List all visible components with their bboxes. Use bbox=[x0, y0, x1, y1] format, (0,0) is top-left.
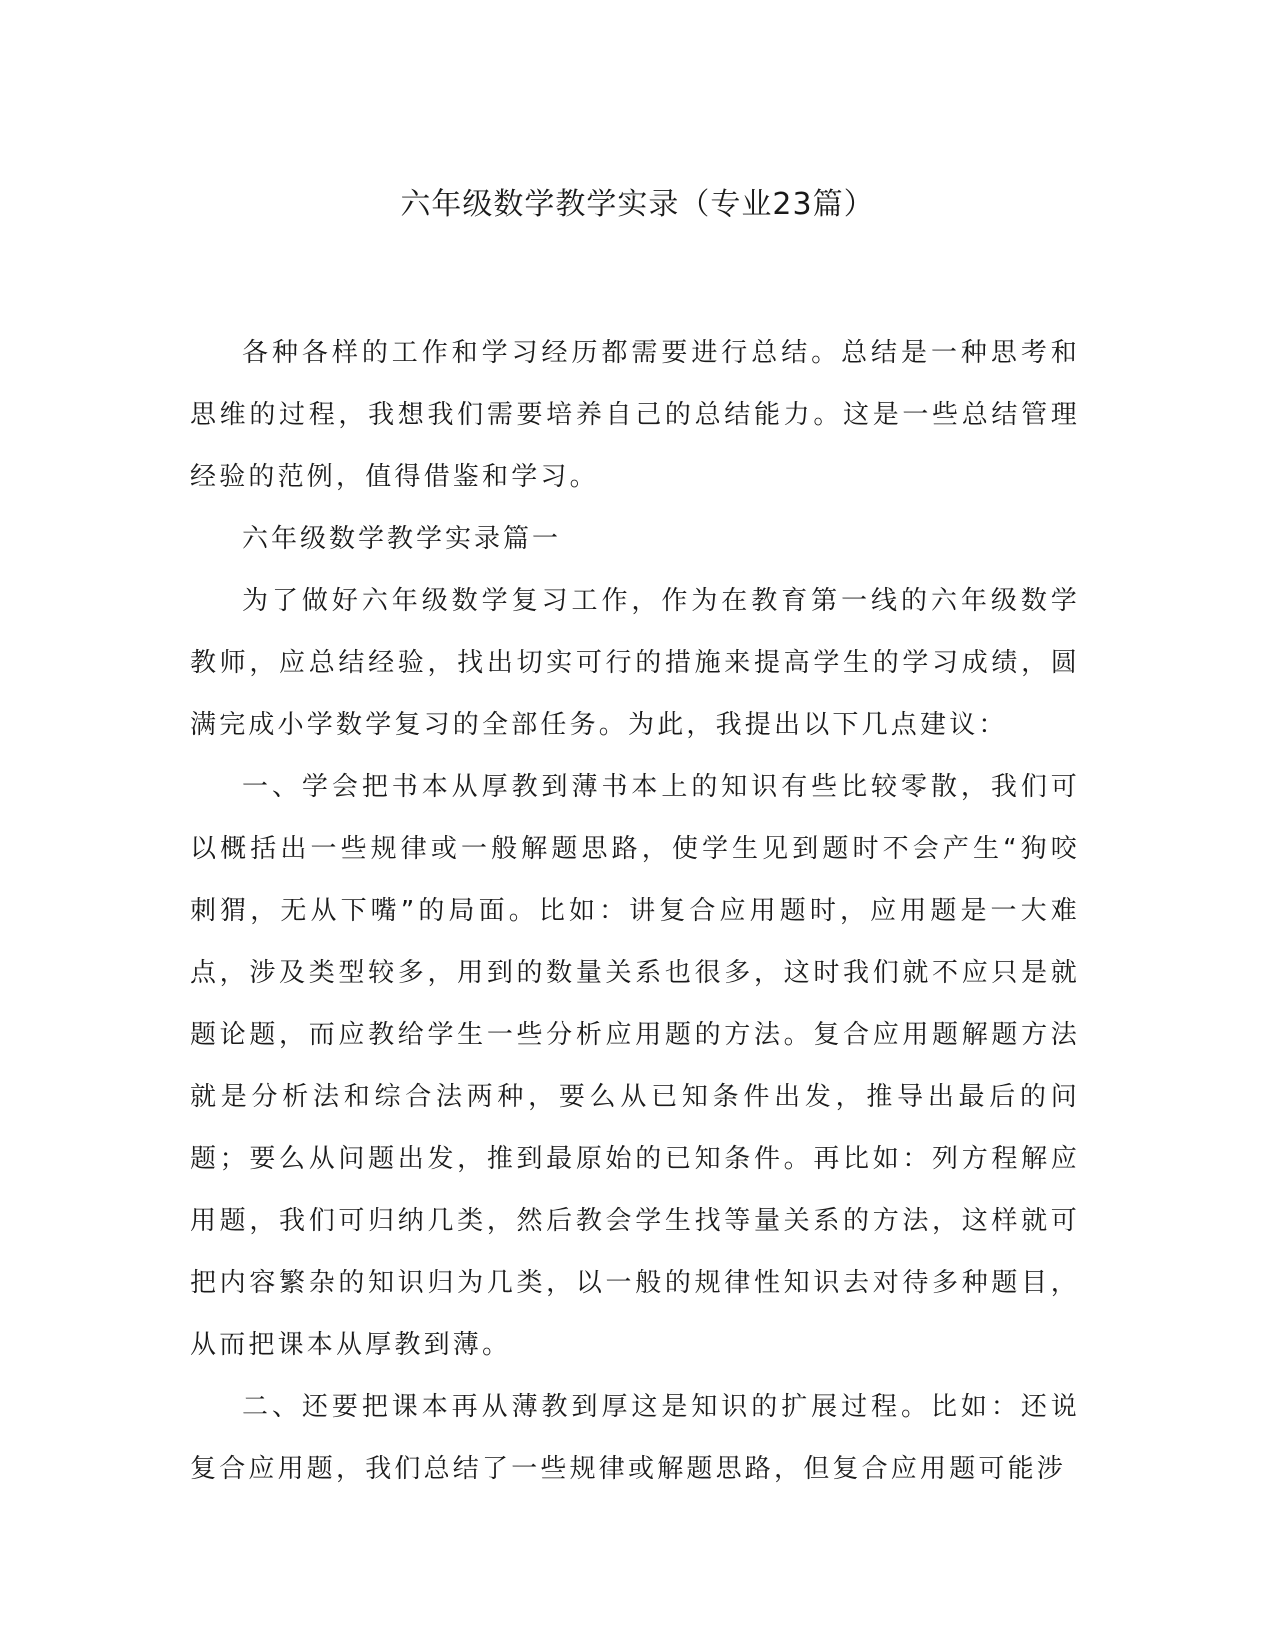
body-paragraph: 二、还要把课本再从薄教到厚这是知识的扩展过程。比如：还说复合应用题，我们总结了一些规律或解题思路，但复合应用题可能涉 bbox=[190, 1392, 1080, 1484]
document-title: 六年级数学教学实录（专业23篇） bbox=[400, 187, 875, 222]
intro-paragraph: 各种各样的工作和学习经历都需要进行总结。总结是一种思考和思维的过程，我想我们需要培养自己的总结能力。这是一些总结管理经验的范例，值得借鉴和学习。 bbox=[190, 338, 1080, 492]
section-heading: 六年级数学教学实录篇一 bbox=[242, 524, 562, 554]
body-paragraph: 一、学会把书本从厚教到薄书本上的知识有些比较零散，我们可以概括出一些规律或一般解题思路，使学生见到题时不会产生“狗咬刺猬，无从下嘴”的局面。比如：讲复合应用题时，应用题是一大难点，涉及类型较多，用到的数量关系也很多，这时我们就不应只是就题论题，而应教给学生一些分析应用题的方法。复合应用题解题方法就是分析法和综合法两种，要么从已知条件出发，推导出最后的问题；要么从问题出发，推到最原始的已知条件。再比如：列方程解应用题，我们可归纳几类，然后教会学生找等量关系的方法，这样就可把内容繁杂的知识归为几类，以一般的规律性知识去对待多种题目，从而把课本从厚教到薄。 bbox=[190, 772, 1080, 1360]
document-body bbox=[190, 322, 1080, 1500]
body-paragraph: 为了做好六年级数学复习工作，作为在教育第一线的六年级数学教师，应总结经验，找出切实可行的措施来提高学生的学习成绩，圆满完成小学数学复习的全部任务。为此，我提出以下几点建议： bbox=[190, 586, 1080, 740]
